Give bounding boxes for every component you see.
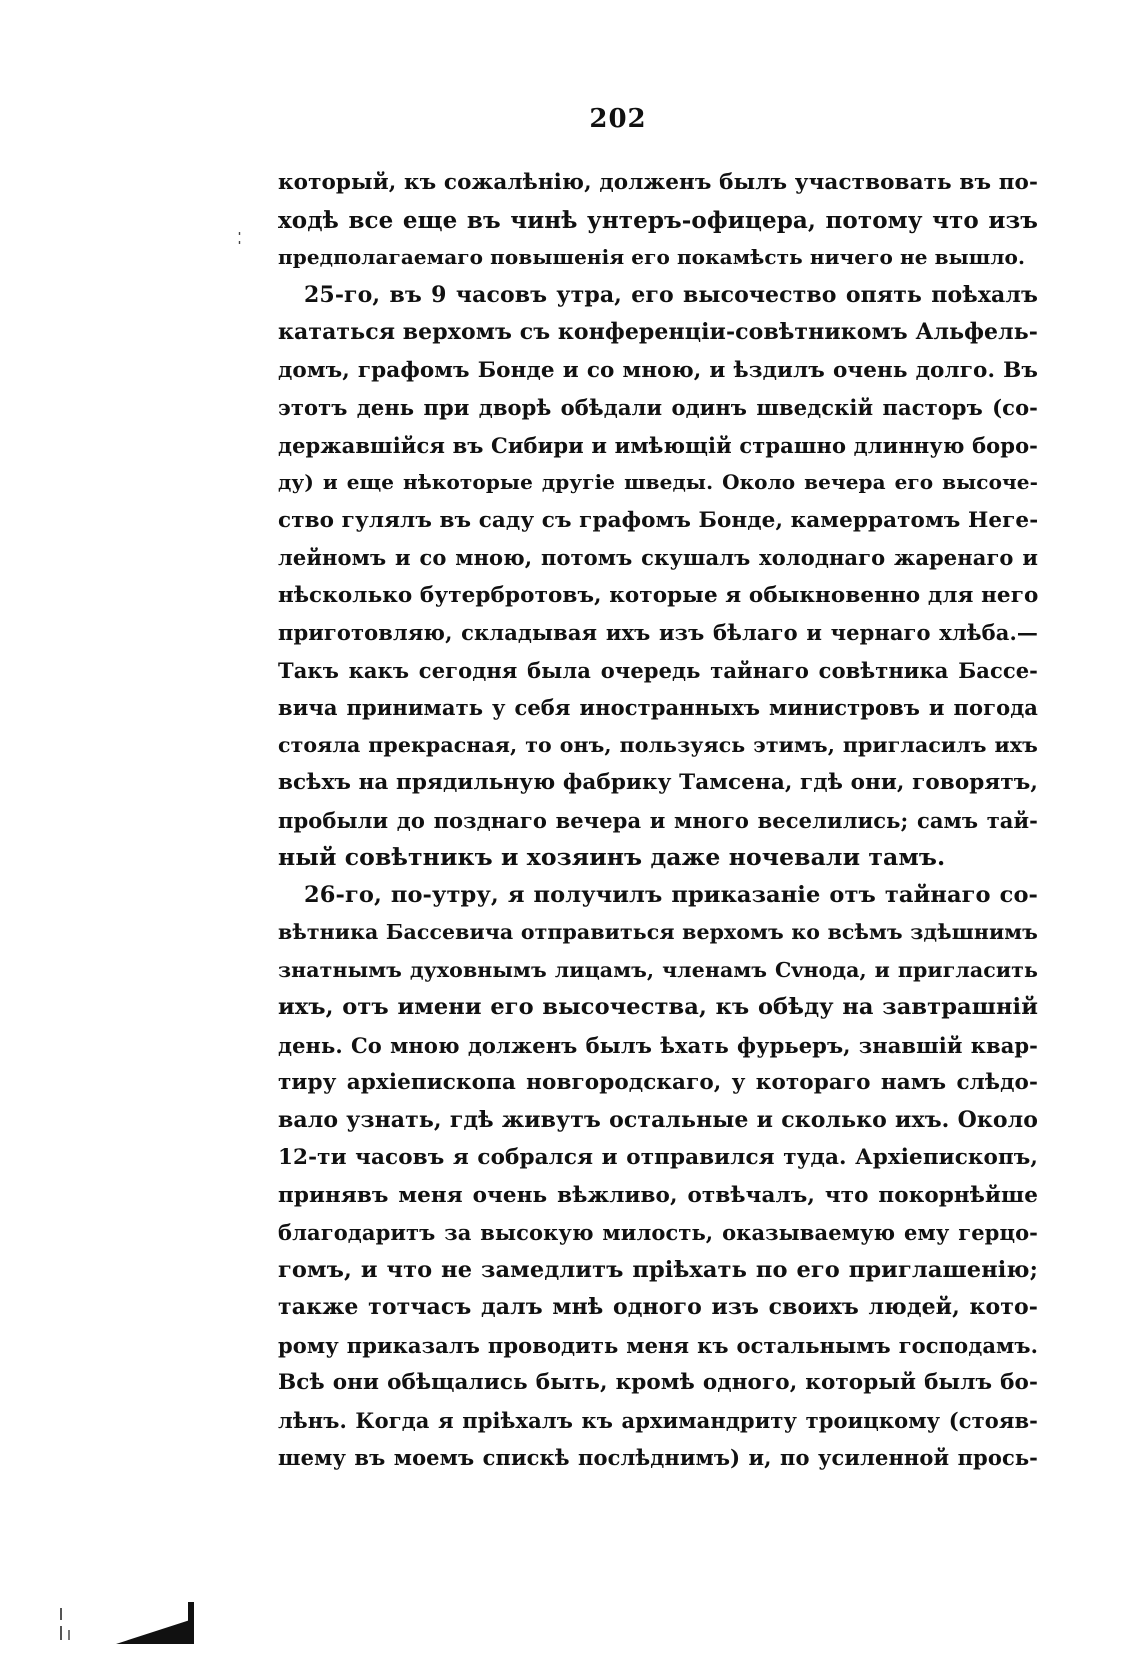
text-line: вича принимать у себя иностранныхъ министровъ и погода xyxy=(278,695,1038,720)
text-line: принявъ меня очень вѣжливо, отвѣчалъ, что покорнѣйше xyxy=(278,1182,1038,1208)
text-line: Всѣ они обѣщались быть, кромѣ одного, который былъ бо- xyxy=(278,1370,1038,1395)
text-line: всѣхъ на прядильную фабрику Тамсена, гдѣ они, говорятъ, xyxy=(278,770,1038,795)
text-line: ный совѣтникъ и хозяинъ даже ночевали тамъ. xyxy=(278,843,946,871)
text-line: домъ, графомъ Бонде и со мною, и ѣздилъ очень долго. Въ xyxy=(278,357,1038,383)
text-line: кататься верхомъ съ конференціи-совѣтникомъ Альфель- xyxy=(278,319,1039,345)
text-line: тиру архіепископа новгородскаго, у котораго намъ слѣдо- xyxy=(278,1070,1038,1095)
text-line: Такъ какъ сегодня была очередь тайнаго совѣтника Бассе- xyxy=(278,657,1038,683)
text-line: ду) и еще нѣкоторые другіе шведы. Около вечера его высоче- xyxy=(278,470,1038,494)
body-text xyxy=(278,164,1038,1477)
text-line: который, къ сожалѣнію, долженъ былъ участвовать въ по- xyxy=(278,170,1038,195)
text-line: нѣсколько бутербротовъ, которые я обыкновенно для него xyxy=(278,582,1039,608)
text-line: 25-го, въ 9 часовъ утра, его высочество опять поѣхалъ xyxy=(304,281,1038,308)
text-line: стояла прекрасная, то онъ, пользуясь этимъ, пригласилъ ихъ xyxy=(278,732,1038,757)
text-line: пробыли до позднаго вечера и много веселились; самъ тай- xyxy=(278,807,1038,833)
text-line: 26-го, по-утру, я получилъ приказаніе отъ тайнаго со- xyxy=(304,881,1038,908)
text-line: также тотчасъ далъ мнѣ одного изъ своихъ людей, кото- xyxy=(278,1294,1038,1320)
text-line: ство гулялъ въ саду съ графомъ Бонде, камерратомъ Неге- xyxy=(278,507,1039,533)
text-line: вало узнать, гдѣ живутъ остальные и сколько ихъ. Около xyxy=(278,1106,1038,1133)
page-number: 202 xyxy=(589,104,647,134)
text-line: предполагаемаго повышенія его покамѣсть ничего не вышло. xyxy=(278,245,1026,269)
text-line: рому приказалъ проводить меня къ остальнымъ господамъ. xyxy=(278,1332,1038,1358)
text-line: державшійся въ Сибири и имѣющій страшно длинную боро- xyxy=(278,432,1038,458)
text-line: благодаритъ за высокую милость, оказываемую ему герцо- xyxy=(278,1220,1038,1245)
text-line: лѣнъ. Когда я пріѣхалъ къ архимандриту троицкому (стояв- xyxy=(278,1407,1038,1433)
text-line: ходѣ все еще въ чинѣ унтеръ-офицера, потому что изъ xyxy=(278,206,1038,234)
margin-speck xyxy=(238,232,241,246)
text-line: приготовляю, складывая ихъ изъ бѣлаго и чернаго хлѣба.— xyxy=(278,620,1038,645)
scan-artifact-mark xyxy=(60,1600,200,1650)
text-line: шему въ моемъ спискѣ послѣднимъ) и, по усиленной прось- xyxy=(278,1445,1038,1470)
text-line: вѣтника Бассевича отправиться верхомъ ко всѣмъ здѣшнимъ xyxy=(278,920,1038,944)
text-line: знатнымъ духовнымъ лицамъ, членамъ Сvнода, и пригласить xyxy=(278,957,1038,982)
text-line: ихъ, отъ имени его высочества, къ обѣду на завтрашній xyxy=(278,994,1038,1020)
text-line: день. Со мною долженъ былъ ѣхать фурьеръ, знавшій квар- xyxy=(278,1032,1038,1058)
text-line: этотъ день при дворѣ обѣдали одинъ шведскій пасторъ (со- xyxy=(278,395,1038,420)
text-line: гомъ, и что не замедлитъ пріѣхать по его приглашенію; xyxy=(278,1256,1038,1283)
text-line: 12-ти часовъ я собрался и отправился туда. Архіепископъ, xyxy=(278,1145,1038,1170)
text-line: лейномъ и со мною, потомъ скушалъ холоднаго жаренаго и xyxy=(278,545,1038,570)
